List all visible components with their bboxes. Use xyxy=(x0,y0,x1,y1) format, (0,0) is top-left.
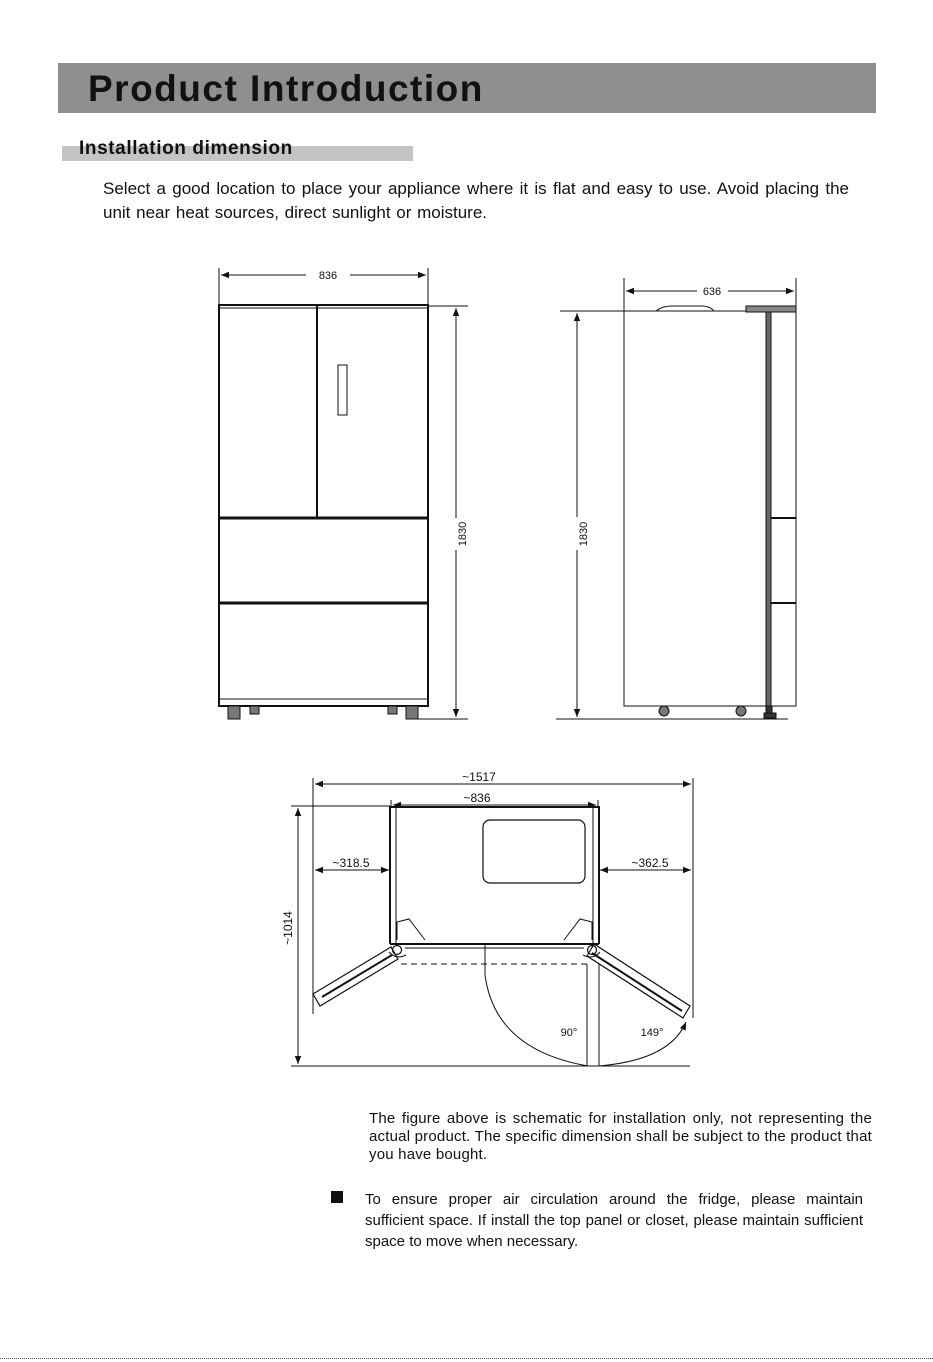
side-height-label: 1830 xyxy=(578,521,590,547)
top-cabinet-width-label: ~836 xyxy=(463,791,491,805)
side-view-diagram xyxy=(556,278,796,719)
page-bottom-divider xyxy=(0,1358,933,1359)
bullet-square-icon xyxy=(331,1191,343,1203)
left-clearance-label: ~318.5 xyxy=(332,856,370,870)
intro-paragraph: Select a good location to place your appliance where it is flat and easy to use. Avoid placing the unit near heat sources, direct sunlight or moisture. xyxy=(103,179,849,222)
top-view-diagram xyxy=(291,778,693,1066)
schematic-note: The figure above is schematic for installation only, not representing the actual product. The specific dimension shall be subject to the product that you have bought. xyxy=(369,1110,872,1163)
top-overall-width-label: ~1517 xyxy=(462,770,496,784)
door-angle-90-label: 90° xyxy=(560,1027,578,1039)
page-title: Product Introduction xyxy=(88,68,484,109)
section-heading: Installation dimension xyxy=(79,138,293,159)
front-view-diagram xyxy=(219,268,468,719)
door-angle-149-label: 149° xyxy=(640,1027,664,1039)
right-clearance-label: ~362.5 xyxy=(631,856,669,870)
front-width-label: 836 xyxy=(318,270,338,282)
front-height-label: 1830 xyxy=(457,521,469,547)
air-circulation-note: To ensure proper air circulation around the fridge, please maintain sufficient space. If install the top panel or closet, please maintain sufficient space to move when necessary. xyxy=(365,1191,863,1250)
side-depth-label: 636 xyxy=(702,286,722,298)
top-depth-label: ~1014 xyxy=(281,911,295,945)
